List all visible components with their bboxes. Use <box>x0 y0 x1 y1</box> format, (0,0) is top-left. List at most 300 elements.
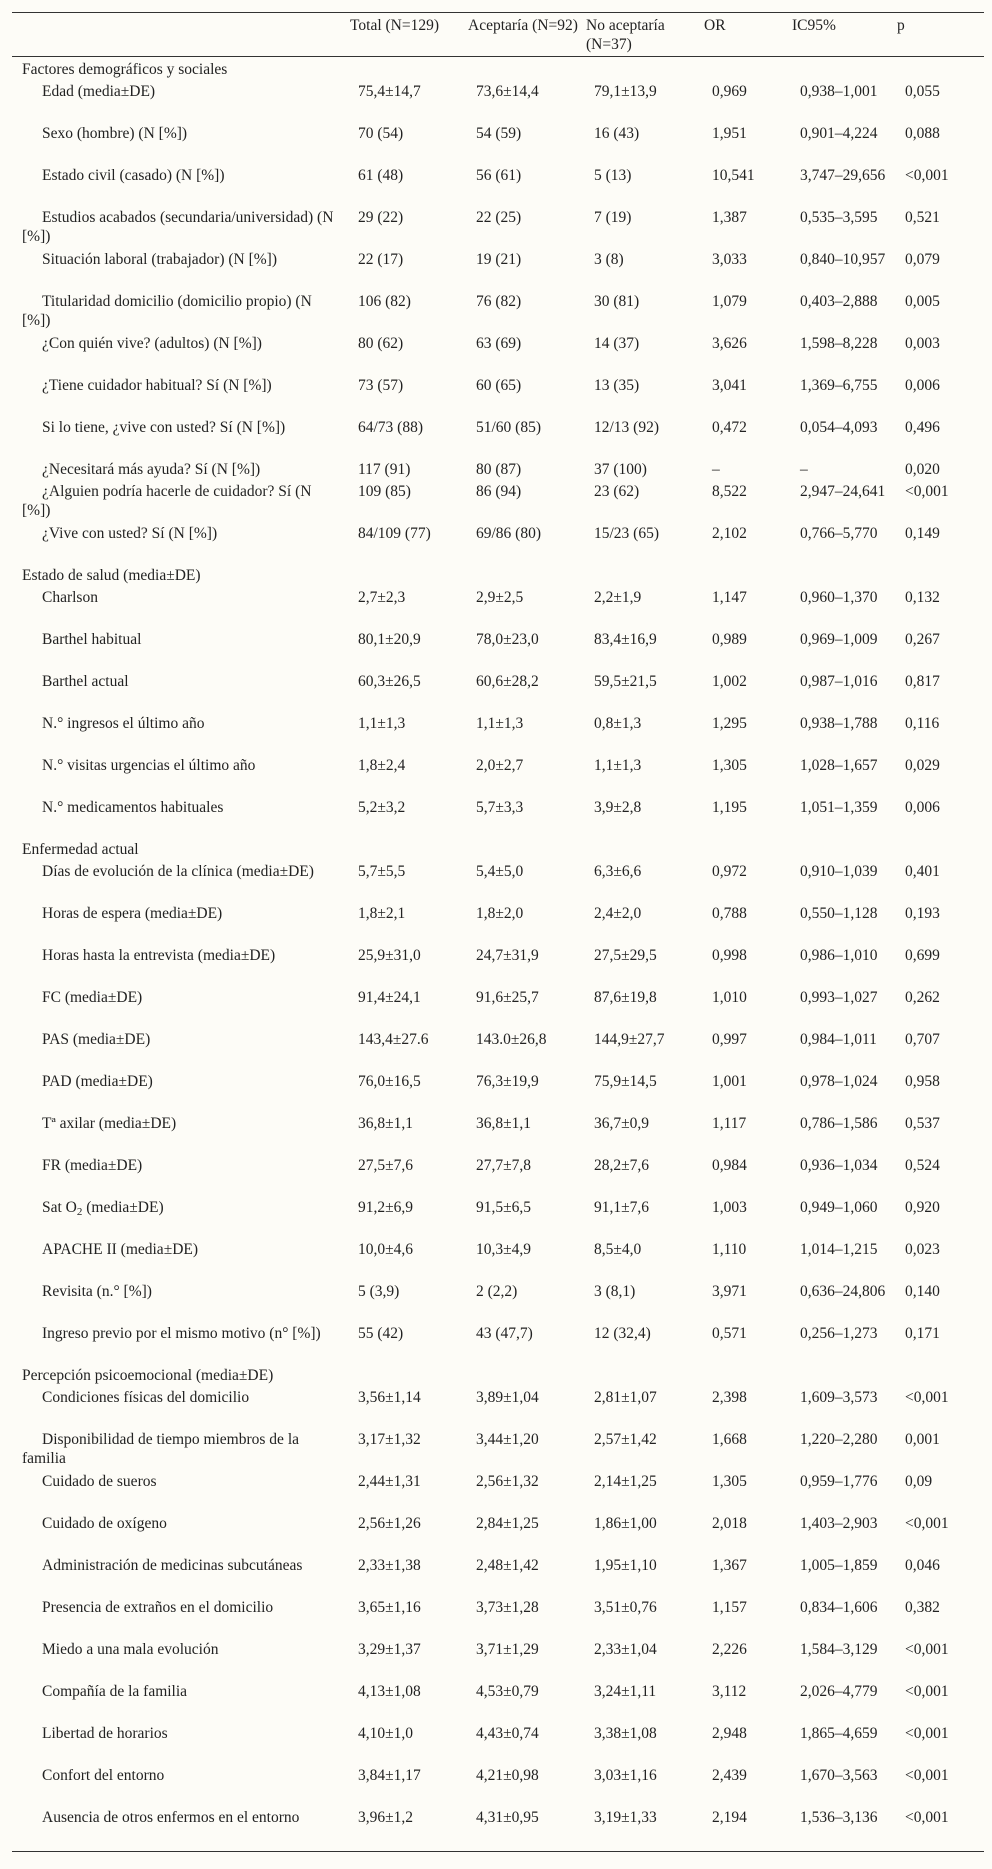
cell-total: 3,17±1,32 <box>358 1431 421 1448</box>
cell-total: 143,4±27.6 <box>358 1031 429 1048</box>
cell-no-aceptaria: 30 (81) <box>594 293 640 310</box>
table-row <box>12 1763 984 1805</box>
cell-ic95: 0,936–1,034 <box>800 1157 878 1174</box>
row-label: ¿Vive con usted? Sí (N [%]) <box>42 525 218 542</box>
cell-or: 0,997 <box>712 1031 747 1048</box>
cell-aceptaria: 76,3±19,9 <box>476 1073 539 1090</box>
table-row <box>12 753 984 795</box>
cell-ic95: 0,256–1,273 <box>800 1325 878 1342</box>
table-row <box>12 1427 984 1469</box>
cell-ic95: 0,949–1,060 <box>800 1199 878 1216</box>
table-row <box>12 1069 984 1111</box>
table-row <box>12 457 984 479</box>
cell-p: 0,001 <box>905 1431 940 1448</box>
cell-ic95: 1,028–1,657 <box>800 757 878 774</box>
cell-or: 1,387 <box>712 209 747 226</box>
cell-no-aceptaria: 3,38±1,08 <box>594 1725 657 1742</box>
cell-p: <0,001 <box>905 1515 949 1532</box>
cell-ic95: 3,747–29,656 <box>800 167 886 184</box>
row-label: APACHE II (media±DE) <box>42 1241 199 1258</box>
row-label: Libertad de horarios <box>42 1725 168 1742</box>
cell-or: 1,003 <box>712 1199 747 1216</box>
cell-or: 3,971 <box>712 1283 747 1300</box>
cell-total: 80 (62) <box>358 335 404 352</box>
cell-or: 0,472 <box>712 419 747 436</box>
cell-total: 27,5±7,6 <box>358 1157 414 1174</box>
cell-ic95: 2,947–24,641 <box>800 483 886 500</box>
cell-or: 1,951 <box>712 125 747 142</box>
row-label: Presencia de extraños en el domicilio <box>42 1599 274 1616</box>
row-label: PAD (media±DE) <box>42 1073 153 1090</box>
cell-no-aceptaria: 59,5±21,5 <box>594 673 657 690</box>
cell-no-aceptaria: 2,57±1,42 <box>594 1431 657 1448</box>
header-ic95: IC95% <box>788 13 893 57</box>
row-label: Estudios acabados (secundaria/universidad) (N [%]) <box>22 209 334 245</box>
cell-p: 0,262 <box>905 989 940 1006</box>
header-or: OR <box>700 13 788 57</box>
cell-aceptaria: 143.0±26,8 <box>476 1031 547 1048</box>
cell-ic95: 0,986–1,010 <box>800 947 878 964</box>
row-label: Edad (media±DE) <box>42 83 156 100</box>
header-total: Total (N=129) <box>346 13 464 57</box>
cell-or: 1,110 <box>712 1241 747 1258</box>
cell-ic95: 0,054–4,093 <box>800 419 878 436</box>
cell-ic95: 0,403–2,888 <box>800 293 878 310</box>
row-label: Revisita (n.° [%]) <box>42 1283 152 1300</box>
cell-total: 22 (17) <box>358 251 404 268</box>
cell-total: 5,7±5,5 <box>358 863 406 880</box>
row-label: ¿Alguien podría hacerle de cuidador? Sí (N [%]) <box>22 483 312 519</box>
cell-or: 0,989 <box>712 631 747 648</box>
cell-no-aceptaria: 37 (100) <box>594 461 647 478</box>
table-row <box>12 1153 984 1195</box>
cell-total: 106 (82) <box>358 293 411 310</box>
cell-or: 0,969 <box>712 83 747 100</box>
cell-aceptaria: 1,8±2,0 <box>476 905 524 922</box>
cell-no-aceptaria: 1,86±1,00 <box>594 1515 657 1532</box>
cell-ic95: 0,834–1,606 <box>800 1599 878 1616</box>
cell-or: 10,541 <box>712 167 755 184</box>
row-label: ¿Con quién vive? (adultos) (N [%]) <box>42 335 262 352</box>
cell-total: 1,8±2,1 <box>358 905 406 922</box>
cell-total: 2,44±1,31 <box>358 1473 421 1490</box>
cell-p: 0,003 <box>905 335 940 352</box>
table-row <box>12 331 984 373</box>
cell-no-aceptaria: 5 (13) <box>594 167 632 184</box>
cell-ic95: 0,636–24,806 <box>800 1283 886 1300</box>
cell-total: 84/109 (77) <box>358 525 431 542</box>
cell-total: 2,56±1,26 <box>358 1515 421 1532</box>
cell-aceptaria: 60,6±28,2 <box>476 673 539 690</box>
cell-p: 0,401 <box>905 863 940 880</box>
cell-or: 0,998 <box>712 947 747 964</box>
table-row <box>12 1553 984 1595</box>
cell-ic95: 0,978–1,024 <box>800 1073 878 1090</box>
cell-p: 0,023 <box>905 1241 940 1258</box>
cell-aceptaria: 86 (94) <box>476 483 522 500</box>
cell-aceptaria: 5,4±5,0 <box>476 863 524 880</box>
row-label: ¿Tiene cuidador habitual? Sí (N [%]) <box>42 377 272 394</box>
row-label: Cuidado de oxígeno <box>42 1515 167 1532</box>
section-title: Enfermedad actual <box>22 841 139 858</box>
cell-aceptaria: 54 (59) <box>476 125 522 142</box>
cell-total: 2,33±1,38 <box>358 1557 421 1574</box>
cell-p: 0,521 <box>905 209 940 226</box>
cell-ic95: 0,910–1,039 <box>800 863 878 880</box>
cell-ic95: 0,938–1,001 <box>800 83 878 100</box>
cell-aceptaria: 10,3±4,9 <box>476 1241 532 1258</box>
table-header <box>12 13 984 57</box>
row-label: Si lo tiene, ¿vive con usted? Sí (N [%]) <box>42 419 286 436</box>
table-row <box>12 1279 984 1321</box>
cell-ic95: 0,969–1,009 <box>800 631 878 648</box>
cell-aceptaria: 51/60 (85) <box>476 419 542 436</box>
table-row <box>12 373 984 415</box>
cell-aceptaria: 4,53±0,79 <box>476 1683 539 1700</box>
cell-no-aceptaria: 2,2±1,9 <box>594 589 642 606</box>
cell-no-aceptaria: 7 (19) <box>594 209 632 226</box>
cell-aceptaria: 3,44±1,20 <box>476 1431 539 1448</box>
cell-p: <0,001 <box>905 1725 949 1742</box>
cell-or: 2,398 <box>712 1389 747 1406</box>
cell-p: 0,382 <box>905 1599 940 1616</box>
cell-total: 4,10±1,0 <box>358 1725 414 1742</box>
cell-no-aceptaria: 6,3±6,6 <box>594 863 642 880</box>
table-row <box>12 711 984 753</box>
cell-aceptaria: 63 (69) <box>476 335 522 352</box>
cell-ic95: 1,584–3,129 <box>800 1641 878 1658</box>
table-row <box>12 479 984 521</box>
header-no-aceptaria: No aceptaría (N=37) <box>582 13 700 57</box>
cell-total: 4,13±1,08 <box>358 1683 421 1700</box>
cell-p: 0,193 <box>905 905 940 922</box>
cell-p: 0,132 <box>905 589 940 606</box>
cell-total: 36,8±1,1 <box>358 1115 414 1132</box>
cell-ic95: 1,005–1,859 <box>800 1557 878 1574</box>
row-label: Titularidad domicilio (domicilio propio) (N [%]) <box>22 293 312 329</box>
cell-total: 60,3±26,5 <box>358 673 421 690</box>
section-title: Factores demográficos y sociales <box>22 61 228 78</box>
cell-no-aceptaria: 91,1±7,6 <box>594 1199 650 1216</box>
cell-aceptaria: 2,0±2,7 <box>476 757 524 774</box>
cell-or: 0,788 <box>712 905 747 922</box>
row-label: N.° ingresos el último año <box>42 715 205 732</box>
cell-p: 0,140 <box>905 1283 940 1300</box>
row-label: Situación laboral (trabajador) (N [%]) <box>42 251 277 268</box>
cell-or: 1,147 <box>712 589 747 606</box>
cell-ic95: 1,598–8,228 <box>800 335 878 352</box>
cell-total: 3,65±1,16 <box>358 1599 421 1616</box>
cell-total: 109 (85) <box>358 483 411 500</box>
cell-no-aceptaria: 15/23 (65) <box>594 525 660 542</box>
cell-aceptaria: 19 (21) <box>476 251 522 268</box>
cell-or: 1,010 <box>712 989 747 1006</box>
cell-or: 1,367 <box>712 1557 747 1574</box>
cell-p: 0,088 <box>905 125 940 142</box>
cell-or: 1,668 <box>712 1431 747 1448</box>
cell-aceptaria: 22 (25) <box>476 209 522 226</box>
cell-ic95: – <box>800 461 808 478</box>
cell-total: 5 (3,9) <box>358 1283 400 1300</box>
cell-ic95: 0,959–1,776 <box>800 1473 878 1490</box>
cell-aceptaria: 91,5±6,5 <box>476 1199 532 1216</box>
header-label <box>12 13 346 57</box>
cell-aceptaria: 2 (2,2) <box>476 1283 518 1300</box>
table-row <box>12 901 984 943</box>
cell-p: <0,001 <box>905 1767 949 1784</box>
cell-no-aceptaria: 23 (62) <box>594 483 640 500</box>
table-row <box>12 1027 984 1069</box>
cell-total: 3,96±1,2 <box>346 1805 464 1851</box>
table-row <box>12 1679 984 1721</box>
cell-aceptaria: 4,21±0,98 <box>476 1767 539 1784</box>
row-label: Administración de medicinas subcutáneas <box>42 1557 303 1574</box>
cell-or: 1,305 <box>712 1473 747 1490</box>
cell-ic95: 0,938–1,788 <box>800 715 878 732</box>
results-table-wrapper <box>12 12 984 1852</box>
cell-p: 0,006 <box>905 799 940 816</box>
cell-p: 0,699 <box>905 947 940 964</box>
cell-or: 0,984 <box>712 1157 747 1174</box>
cell-ic95: 1,220–2,280 <box>800 1431 878 1448</box>
cell-ic95: 0,960–1,370 <box>800 589 878 606</box>
row-label: N.° medicamentos habituales <box>42 799 224 816</box>
cell-p: <0,001 <box>905 1641 949 1658</box>
table-row <box>12 1321 984 1363</box>
cell-or: 3,112 <box>712 1683 747 1700</box>
cell-ic95: 1,403–2,903 <box>800 1515 878 1532</box>
table-row <box>12 521 984 563</box>
cell-no-aceptaria: 3,24±1,11 <box>594 1683 657 1700</box>
row-label: Ingreso previo por el mismo motivo (n° [%]) <box>42 1325 321 1342</box>
cell-aceptaria: 36,8±1,1 <box>476 1115 532 1132</box>
cell-p: 0,496 <box>905 419 940 436</box>
cell-total: 2,7±2,3 <box>358 589 406 606</box>
cell-total: 3,84±1,17 <box>358 1767 421 1784</box>
cell-ic95: 2,026–4,779 <box>800 1683 878 1700</box>
cell-no-aceptaria: 75,9±14,5 <box>594 1073 657 1090</box>
cell-no-aceptaria: 3 (8) <box>594 251 624 268</box>
row-label: FC (media±DE) <box>42 989 143 1006</box>
cell-aceptaria: 2,48±1,42 <box>476 1557 539 1574</box>
row-label: FR (media±DE) <box>42 1157 143 1174</box>
section-row <box>12 837 984 859</box>
cell-no-aceptaria: 2,33±1,04 <box>594 1641 657 1658</box>
cell-total: 55 (42) <box>358 1325 404 1342</box>
row-label: Cuidado de sueros <box>42 1473 157 1490</box>
cell-or: 2,018 <box>712 1515 747 1532</box>
cell-no-aceptaria: 3,9±2,8 <box>594 799 642 816</box>
cell-ic95: 0,840–10,957 <box>800 251 886 268</box>
section-row <box>12 57 984 80</box>
cell-or: 1,002 <box>712 673 747 690</box>
cell-no-aceptaria: 8,5±4,0 <box>594 1241 642 1258</box>
cell-or: 2,226 <box>712 1641 747 1658</box>
cell-ic95: 0,786–1,586 <box>800 1115 878 1132</box>
table-row <box>12 1637 984 1679</box>
cell-or: 1,079 <box>712 293 747 310</box>
row-label: ¿Necesitará más ayuda? Sí (N [%]) <box>42 461 261 478</box>
cell-no-aceptaria: 2,4±2,0 <box>594 905 642 922</box>
cell-no-aceptaria: 3,51±0,76 <box>594 1599 657 1616</box>
cell-p: 0,267 <box>905 631 940 648</box>
results-table <box>12 12 984 1852</box>
cell-or: 2,194 <box>700 1805 788 1851</box>
cell-or: 1,001 <box>712 1073 747 1090</box>
table-row <box>12 121 984 163</box>
cell-aceptaria: 43 (47,7) <box>476 1325 533 1342</box>
section-title: Percepción psicoemocional (media±DE) <box>22 1367 274 1384</box>
cell-ic95: 0,766–5,770 <box>800 525 878 542</box>
row-label: Estado civil (casado) (N [%]) <box>42 167 225 184</box>
cell-aceptaria: 78,0±23,0 <box>476 631 539 648</box>
cell-p: 0,055 <box>905 83 940 100</box>
cell-aceptaria: 60 (65) <box>476 377 522 394</box>
cell-total: 3,29±1,37 <box>358 1641 421 1658</box>
cell-p: <0,001 <box>905 483 949 500</box>
cell-total: 64/73 (88) <box>358 419 424 436</box>
cell-p: 0,920 <box>905 1199 940 1216</box>
cell-ic95: 1,369–6,755 <box>800 377 878 394</box>
table-row <box>12 1595 984 1637</box>
cell-or: 2,439 <box>712 1767 747 1784</box>
row-label: Confort del entorno <box>42 1767 165 1784</box>
cell-no-aceptaria: 2,81±1,07 <box>594 1389 657 1406</box>
table-row <box>12 1511 984 1553</box>
section-row <box>12 563 984 585</box>
cell-aceptaria: 4,43±0,74 <box>476 1725 539 1742</box>
cell-aceptaria: 3,73±1,28 <box>476 1599 539 1616</box>
table-row <box>12 247 984 289</box>
cell-total: 80,1±20,9 <box>358 631 421 648</box>
row-label: PAS (media±DE) <box>42 1031 151 1048</box>
header-aceptaria: Aceptaría (N=92) <box>464 13 582 57</box>
cell-or: 3,626 <box>712 335 747 352</box>
table-row <box>12 859 984 901</box>
table-row <box>12 415 984 457</box>
cell-no-aceptaria: 87,6±19,8 <box>594 989 657 1006</box>
cell-p: 0,006 <box>905 377 940 394</box>
cell-no-aceptaria: 36,7±0,9 <box>594 1115 650 1132</box>
cell-no-aceptaria: 12 (32,4) <box>594 1325 651 1342</box>
cell-ic95: 1,051–1,359 <box>800 799 878 816</box>
cell-p: 0,005 <box>905 293 940 310</box>
cell-total: 1,8±2,4 <box>358 757 406 774</box>
cell-p: <0,001 <box>893 1805 984 1851</box>
cell-p: 0,046 <box>905 1557 940 1574</box>
cell-aceptaria: 1,1±1,3 <box>476 715 524 732</box>
cell-total: 91,2±6,9 <box>358 1199 414 1216</box>
cell-no-aceptaria: 12/13 (92) <box>594 419 660 436</box>
row-label: Días de evolución de la clínica (media±DE) <box>42 863 314 880</box>
table-row <box>12 585 984 627</box>
cell-aceptaria: 24,7±31,9 <box>476 947 539 964</box>
table-row <box>12 1111 984 1153</box>
table-row <box>12 1721 984 1763</box>
row-label: Condiciones físicas del domicilio <box>42 1389 250 1406</box>
cell-p: 0,537 <box>905 1115 940 1132</box>
cell-ic95: 0,901–4,224 <box>800 125 878 142</box>
row-label: Barthel habitual <box>42 631 142 648</box>
row-label: Disponibilidad de tiempo miembros de la familia <box>22 1431 299 1467</box>
cell-ic95: 1,865–4,659 <box>800 1725 878 1742</box>
table-row <box>12 205 984 247</box>
table-row <box>12 1237 984 1279</box>
cell-aceptaria: 5,7±3,3 <box>476 799 524 816</box>
cell-aceptaria: 27,7±7,8 <box>476 1157 532 1174</box>
cell-no-aceptaria: 83,4±16,9 <box>594 631 657 648</box>
table-body <box>12 57 984 1852</box>
cell-total: 3,56±1,14 <box>358 1389 421 1406</box>
cell-aceptaria: 56 (61) <box>476 167 522 184</box>
cell-p: <0,001 <box>905 1389 949 1406</box>
cell-aceptaria: 4,31±0,95 <box>464 1805 582 1851</box>
header-p: p <box>893 13 984 57</box>
cell-aceptaria: 69/86 (80) <box>476 525 542 542</box>
cell-total: 1,1±1,3 <box>358 715 406 732</box>
cell-total: 117 (91) <box>358 461 411 478</box>
row-label: Horas hasta la entrevista (media±DE) <box>42 947 276 964</box>
row-label: Charlson <box>42 589 98 606</box>
table-row <box>12 1469 984 1511</box>
cell-no-aceptaria: 1,1±1,3 <box>594 757 642 774</box>
cell-total: 5,2±3,2 <box>358 799 406 816</box>
table-row <box>12 985 984 1027</box>
table-row <box>12 795 984 837</box>
cell-p: <0,001 <box>905 167 949 184</box>
cell-total: 75,4±14,7 <box>358 83 421 100</box>
section-row <box>12 1363 984 1385</box>
cell-or: 1,305 <box>712 757 747 774</box>
row-label: Compañía de la familia <box>42 1683 188 1700</box>
cell-no-aceptaria: 3 (8,1) <box>594 1283 636 1300</box>
cell-no-aceptaria: 0,8±1,3 <box>594 715 642 732</box>
table-row <box>12 1385 984 1427</box>
cell-or: 0,972 <box>712 863 747 880</box>
row-label: Miedo a una mala evolución <box>42 1641 219 1658</box>
cell-p: 0,524 <box>905 1157 940 1174</box>
cell-total: 70 (54) <box>358 125 404 142</box>
cell-or: 1,157 <box>712 1599 747 1616</box>
cell-no-aceptaria: 3,03±1,16 <box>594 1767 657 1784</box>
row-label: Sexo (hombre) (N [%]) <box>42 125 188 142</box>
section-title: Estado de salud (media±DE) <box>22 567 201 584</box>
table-row <box>12 163 984 205</box>
cell-total: 61 (48) <box>358 167 404 184</box>
table-row <box>12 289 984 331</box>
row-label: Tª axilar (media±DE) <box>42 1115 177 1132</box>
cell-no-aceptaria: 144,9±27,7 <box>594 1031 665 1048</box>
cell-ic95: 1,609–3,573 <box>800 1389 878 1406</box>
cell-p: 0,707 <box>905 1031 940 1048</box>
table-row <box>12 943 984 985</box>
cell-aceptaria: 2,9±2,5 <box>476 589 524 606</box>
cell-no-aceptaria: 1,95±1,10 <box>594 1557 657 1574</box>
cell-aceptaria: 3,89±1,04 <box>476 1389 539 1406</box>
cell-total: 91,4±24,1 <box>358 989 421 1006</box>
cell-p: 0,09 <box>905 1473 933 1490</box>
cell-or: 1,295 <box>712 715 747 732</box>
cell-or: 0,571 <box>712 1325 747 1342</box>
cell-ic95: 0,987–1,016 <box>800 673 878 690</box>
cell-or: – <box>712 461 720 478</box>
cell-ic95: 1,536–3,136 <box>788 1805 893 1851</box>
cell-p: 0,958 <box>905 1073 940 1090</box>
table-row <box>12 79 984 121</box>
cell-total: 10,0±4,6 <box>358 1241 414 1258</box>
row-label: N.° visitas urgencias el último año <box>42 757 256 774</box>
cell-p: 0,149 <box>905 525 940 542</box>
